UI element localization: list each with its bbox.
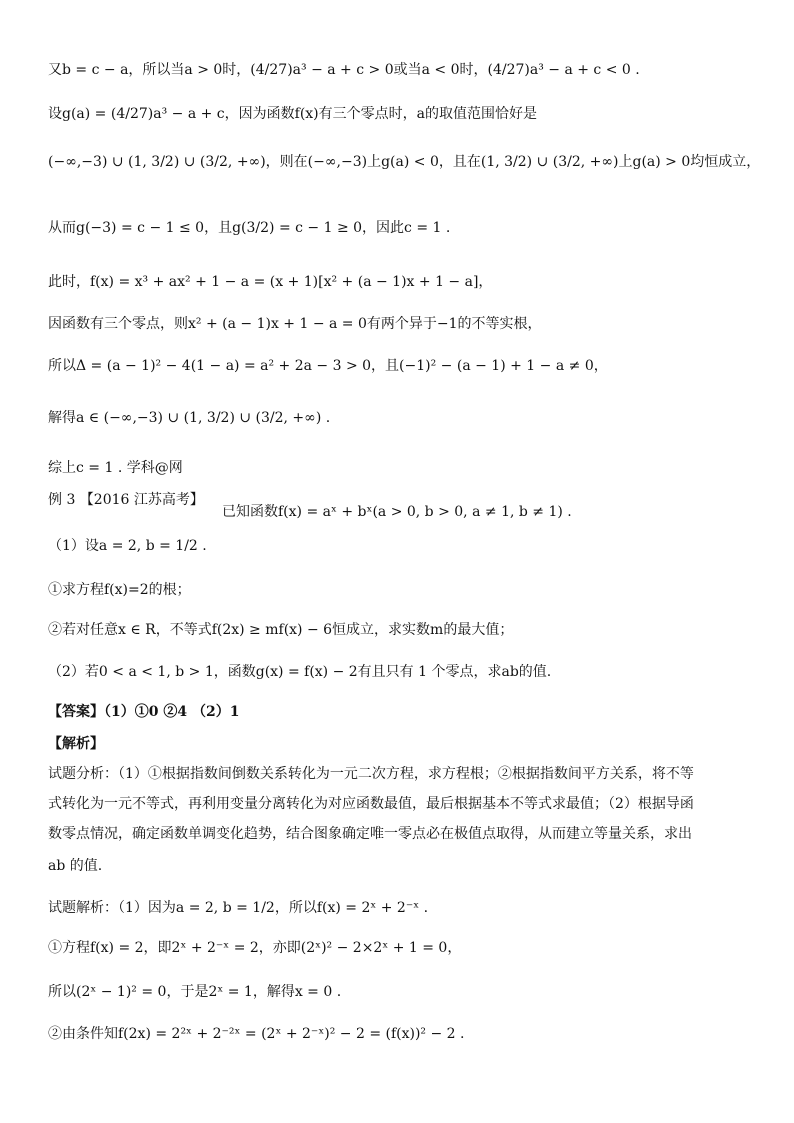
line-3: (−∞,−3) ∪ (1, 3/2) ∪ (3/2, +∞)，则在(−∞,−3)上g(a) < 0，且在(1, 3/2) ∪ (3/2, +∞)上g(a) > 0均恒成立， [48, 154, 761, 170]
answer-line: 【答案】（1）①0 ②4 （2）1 [48, 704, 240, 720]
line-9: 综上c = 1 . 学科@网 [48, 460, 183, 476]
line-7: 所以Δ = (a − 1)² − 4(1 − a) = a² + 2a − 3 > 0，且(−1)² − (a − 1) + 1 − a ≠ 0， [48, 358, 608, 374]
solution-1: 试题解析：（1）因为a = 2, b = 1/2，所以f(x) = 2ˣ + 2⁻ˣ . [48, 900, 429, 916]
line-14: （2）若0 < a < 1, b > 1，函数g(x) = f(x) − 2有且只有 1 个零点，求ab的值. [48, 664, 552, 680]
example-statement: 已知函数f(x) = aˣ + bˣ(a > 0, b > 0, a ≠ 1, b ≠ 1) . [222, 504, 572, 520]
analysis-2: 式转化为一元不等式，再利用变量分离转化为对应函数最值，最后根据基本不等式求最值；（2）根据导函 [48, 796, 694, 812]
analysis-3: 数零点情况，确定函数单调变化趋势，结合图象确定唯一零点必在极值点取得，从而建立等量关系，求出 [48, 826, 692, 842]
line-12: ①求方程f(x)=2的根； [48, 582, 191, 598]
solution-2: ①方程f(x) = 2，即2ˣ + 2⁻ˣ = 2，亦即(2ˣ)² − 2×2ˣ + 1 = 0， [48, 940, 462, 956]
line-1: 又b = c − a，所以当a > 0时，(4/27)a³ − a + c > 0或当a < 0时，(4/27)a³ − a + c < 0 . [48, 62, 640, 78]
analysis-1: 试题分析：（1）①根据指数间倒数关系转化为一元二次方程，求方程根；②根据指数间平方关系，将不等 [48, 766, 694, 782]
analysis-4: ab 的值. [48, 858, 103, 874]
solution-3: 所以(2ˣ − 1)² = 0，于是2ˣ = 1，解得x = 0 . [48, 984, 342, 1000]
line-2: 设g(a) = (4/27)a³ − a + c，因为函数f(x)有三个零点时，a的取值范围恰好是 [48, 106, 537, 122]
line-8: 解得a ∈ (−∞,−3) ∪ (1, 3/2) ∪ (3/2, +∞) . [48, 410, 331, 426]
line-5: 此时，f(x) = x³ + ax² + 1 − a = (x + 1)[x² + (a − 1)x + 1 − a]， [48, 274, 493, 290]
solution-4: ②由条件知f(2x) = 2²ˣ + 2⁻²ˣ = (2ˣ + 2⁻ˣ)² − 2 = (f(x))² − 2 . [48, 1026, 465, 1042]
analysis-heading: 【解析】 [48, 736, 104, 752]
line-6: 因函数有三个零点，则x² + (a − 1)x + 1 − a = 0有两个异于−1的不等实根， [48, 316, 542, 332]
example-heading: 例 3 【2016 江苏高考】 [48, 492, 204, 508]
line-4: 从而g(−3) = c − 1 ≤ 0，且g(3/2) = c − 1 ≥ 0，因此c = 1 . [48, 220, 451, 236]
line-13: ②若对任意x ∈ R，不等式f(2x) ≥ mf(x) − 6恒成立，求实数m的最大值； [48, 622, 514, 638]
line-11: （1）设a = 2, b = 1/2 . [48, 538, 207, 554]
